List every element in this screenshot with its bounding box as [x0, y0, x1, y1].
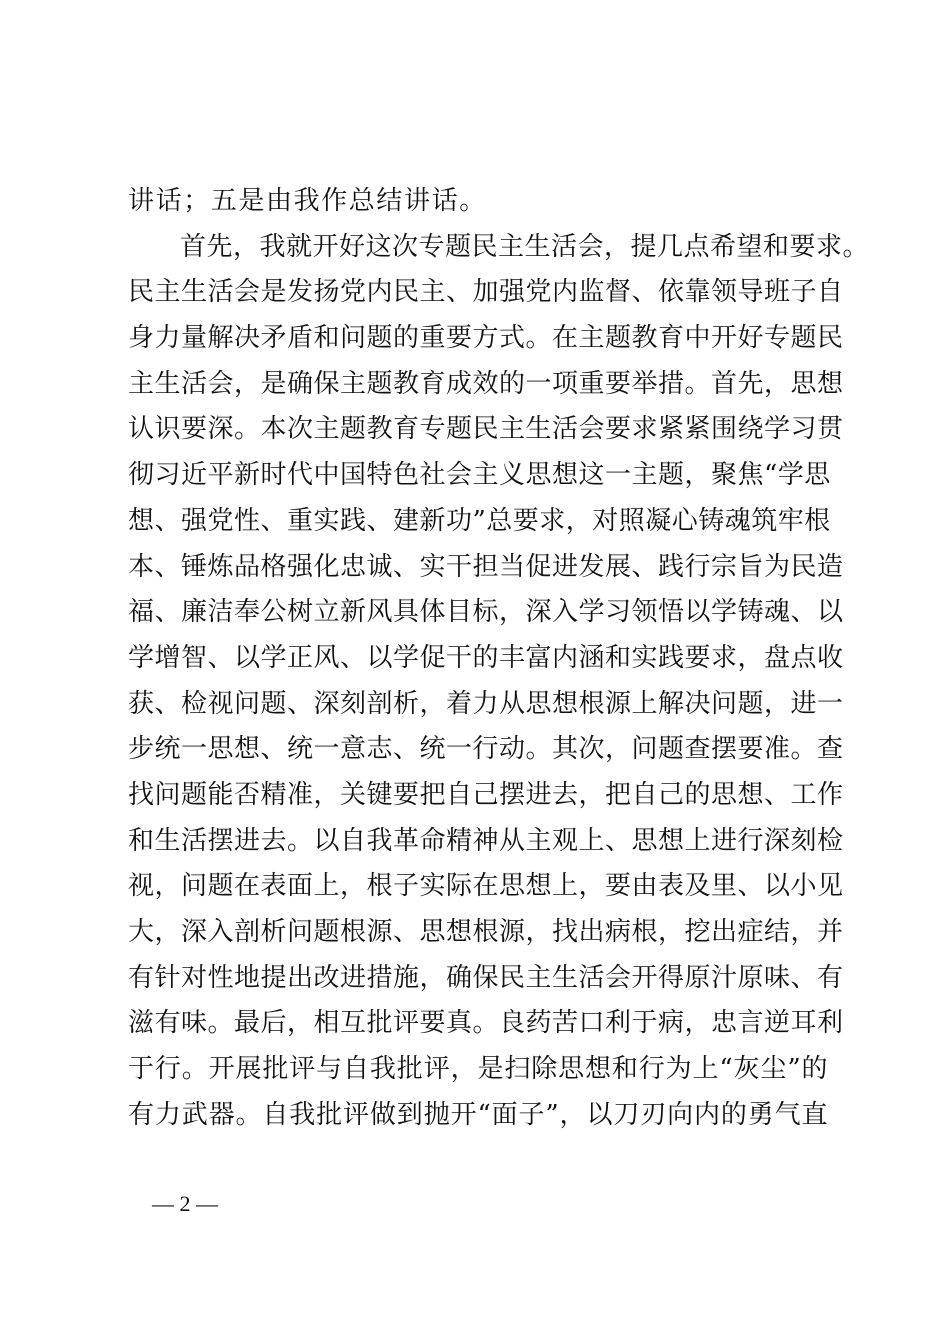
text-line: 有针对性地提出改进措施，确保民主生活会开得原汁原味、有 — [128, 962, 844, 993]
text-line: 于行。开展批评与自我批评，是扫除思想和行为上“灰尘”的 — [128, 1054, 828, 1085]
text-line: 滋有味。最后，相互批评要真。良药苦口利于病，忠言逆耳利 — [128, 1008, 844, 1039]
text-line: 身力量解决矛盾和问题的重要方式。在主题教育中开好专题民 — [128, 323, 844, 354]
text-line: 本、锤炼品格强化忠诚、实干担当促进发展、践行宗旨为民造 — [128, 551, 844, 582]
page-number: — 2 — — [152, 1191, 218, 1216]
body-text — [128, 179, 870, 1138]
text-line: 步统一思想、统一意志、统一行动。其次，问题查摆要准。查 — [128, 734, 844, 765]
text-line: 有力武器。自我批评做到抛开“面子”，以刀刃向内的勇气直 — [128, 1099, 828, 1130]
text-line: 找问题能否精准，关键要把自己摆进去，把自己的思想、工作 — [128, 779, 844, 810]
text-line: 和生活摆进去。以自我革命精神从主观上、思想上进行深刻检 — [128, 825, 844, 856]
text-line: 主生活会，是确保主题教育成效的一项重要举措。首先，思想 — [128, 368, 844, 399]
text-line: 认识要深。本次主题教育专题民主生活会要求紧紧围绕学习贯 — [128, 414, 844, 445]
text-line: 彻习近平新时代中国特色社会主义思想这一主题，聚焦“学思 — [128, 460, 831, 491]
text-line: 福、廉洁奉公树立新风具体目标，深入学习领悟以学铸魂、以 — [128, 597, 844, 628]
text-line: 想、强党性、重实践、建新功”总要求，对照凝心铸魂筑牢根 — [128, 505, 831, 536]
text-line: 讲话；五是由我作总结讲话。 — [128, 186, 487, 216]
text-line: 视，问题在表面上，根子实际在思想上，要由表及里、以小见 — [128, 871, 844, 902]
text-line: 获、检视问题、深刻剖析，着力从思想根源上解决问题，进一 — [128, 688, 844, 719]
text-line: 首先，我就开好这次专题民主生活会，提几点希望和要求。 — [180, 231, 870, 262]
text-line: 大，深入剖析问题根源、思想根源，找出病根，挖出症结，并 — [128, 917, 844, 947]
text-line: 民主生活会是发扬党内民主、加强党内监督、依靠领导班子自 — [128, 277, 844, 308]
text-line: 学增智、以学正风、以学促干的丰富内涵和实践要求，盘点收 — [128, 642, 844, 673]
